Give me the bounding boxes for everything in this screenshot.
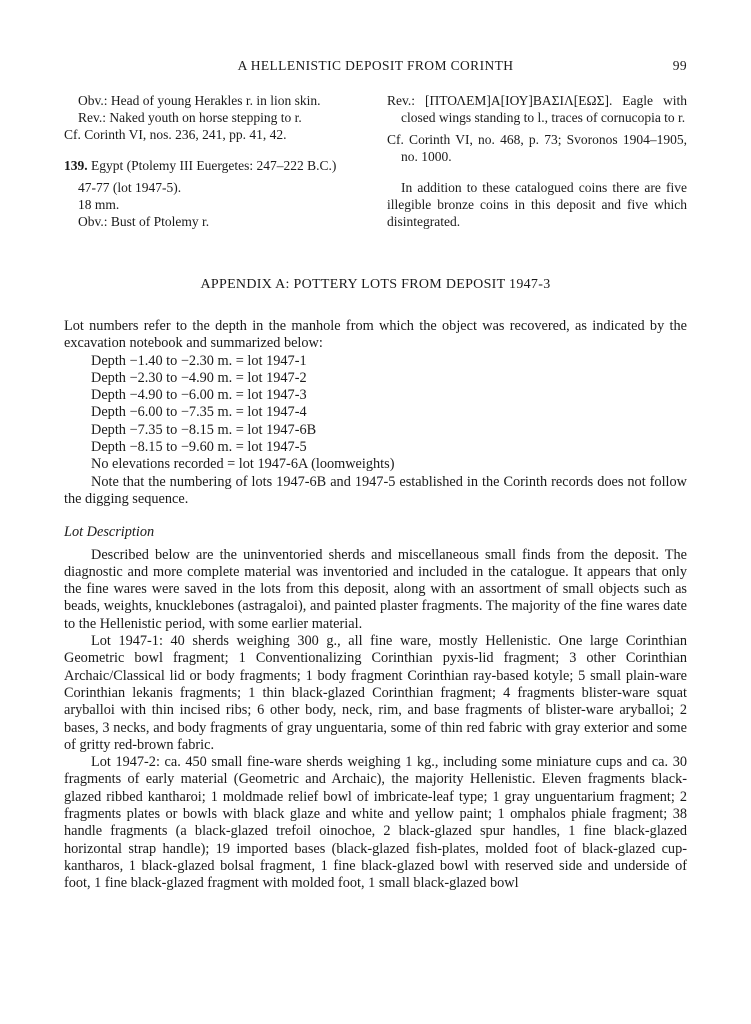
comparison-reference-1: Cf. Corinth VI, nos. 236, 241, pp. 41, 42. (64, 127, 287, 142)
reverse-description-2: Rev.: [ΠΤΟΛΕΜ]Α[ΙΟΥ]ΒΑΣΙΛ[ΕΩΣ]. Eagle with closed wings standing to l., traces of cornucopia to r. (387, 93, 687, 125)
depth-item: Depth −4.90 to −6.00 m. = lot 1947-3 (91, 387, 307, 404)
right-column (387, 92, 687, 230)
depth-item: Depth −1.40 to −2.30 m. = lot 1947-1 (91, 352, 307, 369)
catalogue-entry-title: Egypt (Ptolemy III Euergetes: 247–222 B.C.) (91, 158, 337, 173)
running-head-title: A HELLENISTIC DEPOSIT FROM CORINTH (237, 58, 514, 73)
depth-item: Depth −7.35 to −8.15 m. = lot 1947-6B (91, 421, 317, 438)
numbering-note: Note that the numbering of lots 1947-6B and 1947-5 established in the Corinth records does not follow the digging sequence. (64, 473, 687, 507)
inventory-number: 47-77 (lot 1947-5). (78, 180, 182, 195)
coin-note: In addition to these catalogued coins there are five illegible bronze coins in this deposit and five which disintegrated. (387, 180, 687, 229)
depth-item: Depth −2.30 to −4.90 m. = lot 1947-2 (91, 369, 307, 386)
appendix-title: APPENDIX A: POTTERY LOTS FROM DEPOSIT 1947-3 (200, 277, 551, 292)
lot-description-paragraph: Described below are the uninventoried sherds and miscellaneous small finds from the deposit. The diagnostic and more complete material was inventoried and included in the catalogue. It appears that only the fine wares were saved in the lots from this deposit, along with an assortment of small objects such as beads, weights, knucklebones (astragaloi), and painted plaster fragments. The majority of the fine wares date to the Hellenistic period, with some earlier material. (64, 546, 687, 632)
catalogue-number: 139. (64, 158, 88, 173)
obverse-description-1: Obv.: Head of young Herakles r. in lion skin. (78, 93, 321, 108)
depth-item: Depth −8.15 to −9.60 m. = lot 1947-5 (91, 439, 307, 456)
depth-item: No elevations recorded = lot 1947-6A (loomweights) (91, 456, 395, 473)
comparison-reference-2: Cf. Corinth VI, no. 468, p. 73; Svoronos 1904–1905, no. 1000. (387, 132, 687, 164)
lot-description-heading: Lot Description (64, 524, 155, 541)
running-head (64, 58, 687, 78)
lot-1947-1-paragraph: Lot 1947-1: 40 sherds weighing 300 g., all fine ware, mostly Hellenistic. One large Corinthian Geometric bowl fragment; 1 Conventionalizing Corinthian pyxis-lid fragment; 3 other Corinthian Archaic/Classical lid or body fragments; 1 body fragment Corinthian ray-based kotyle; 5 small plain-ware Corinthian lekanis fragments; 1 thin black-glazed Corinthian fragment; 4 fragments blister-ware squat aryballoi with thin incised ribs; 6 other body, neck, rim, and base fragments of blister-ware aryballoi; 2 bases, 3 necks, and body fragments of gray unguentaria, some of thin red fabric with gray exterior and some of gritty red-brown fabric. (64, 633, 687, 753)
depth-list (64, 353, 687, 474)
lot-1947-2-paragraph: Lot 1947-2: ca. 450 small fine-ware sherds weighing 1 kg., including some miniature cups and ca. 30 fragments of early material (Geometric and Archaic), the majority Hellenistic. Eleven fragments black-glazed ribbed kantharoi; 1 moldmade relief bowl of imbricate-leaf type; 1 gray unguentarium fragment; 2 fragments plates or bowls with black glaze and white and yellow paint; 1 omphalos phiale fragment; 38 handle fragments (a black-glazed trefoil oinochoe, 2 black-glazed spur handles, 1 fine black-glazed horizontal strap handle); 19 imported bases (black-glazed fish-plates, molded foot of black-glazed cup-kantharos, 1 black-glazed bolsal fragment, 1 fine black-glazed bowl with reserved side and underside of foot, 1 fine black-glazed fragment with molded foot, 1 small black-glazed bowl (64, 754, 687, 892)
obverse-description-2: Obv.: Bust of Ptolemy r. (78, 214, 210, 229)
left-column (64, 92, 364, 230)
appendix-body (64, 318, 687, 893)
catalogue-entry-heading (64, 157, 364, 174)
appendix-intro: Lot numbers refer to the depth in the manhole from which the object was recovered, as indicated by the excavation notebook and summarized below: (64, 318, 687, 352)
reverse-description-1: Rev.: Naked youth on horse stepping to r. (78, 110, 302, 125)
page-number: 99 (672, 58, 687, 73)
coin-size: 18 mm. (78, 197, 120, 212)
depth-item: Depth −6.00 to −7.35 m. = lot 1947-4 (91, 404, 307, 421)
